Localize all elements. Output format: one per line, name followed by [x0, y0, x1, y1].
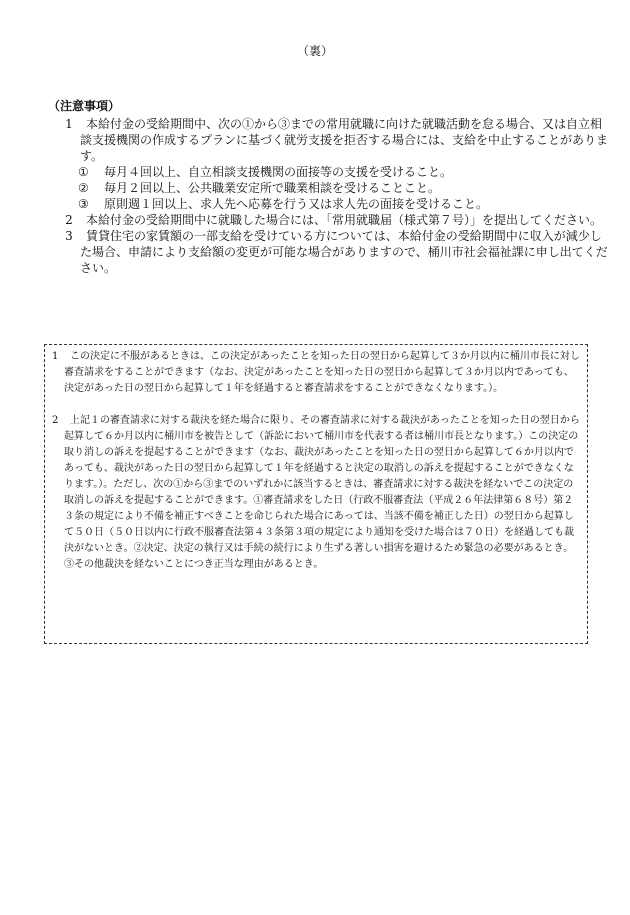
page-side-label: （裏） [296, 44, 333, 58]
appeal-text: この決定に不服があるときは、この決定があったことを知った日の翌日から起算して３か月以内に桶川市長に対し審査請求をすることができます（なお、決定があったことを知った日の翌日から起算して３か月以内であっても、決定があった日の翌日から起算して１年を経過すると審査請求をすることができなくなります。）。 [64, 351, 580, 394]
sub-item-mark: ① [78, 165, 89, 179]
appeal-number: 1 [52, 351, 59, 362]
notes-title: （注意事項） [48, 99, 121, 113]
note-number: 3 [65, 229, 73, 243]
notes-section [48, 98, 608, 276]
sub-item-mark: ② [78, 181, 89, 195]
sub-item-3 [78, 196, 608, 212]
sub-item-text: 原則週１回以上、求人先へ応募を行う又は求人先の面接を受けること。 [104, 197, 489, 211]
sub-item-2 [78, 180, 608, 196]
note-item-2 [58, 212, 608, 228]
appeal-item-2 [52, 413, 582, 573]
note-item-1 [58, 116, 608, 164]
sub-item-1 [78, 164, 608, 180]
appeal-item-1 [52, 349, 582, 397]
note-text: 賃貸住宅の家賃額の一部支給を受けている方については、本給付金の受給期間中に収入が減少した場合、申請により支給額の変更が可能な場合がありますので、桶川市社会福祉課に申し出てください。 [80, 229, 608, 275]
appeal-text: 上記１の審査請求に対する裁決を経た場合に限り、その審査請求に対する裁決があったことを知った日の翌日から起算して６か月以内に桶川市を被告として（訴訟において桶川市を代表する者は桶川市長となります。）この決定の取り消しの訴えを提起することができます（なお、裁決があったことを知った日の翌日から起算して６か月以内であっても、裁決があった日の翌日から起算して１年を経過すると決定の取消しの訴えを提起することができなくなります。）。ただし、次の①から③までのいずれかに該当するときは、審査請求に対する裁決を経ないでこの決定の取消しの訴えを提起することができます。①審査請求をした日（行政不服審査法（平成２６年法律第６８号）第２３条の規定により不備を補正すべきことを命じられた場合にあっては、当該不備を補正した日）の翌日から起算して５０日（５０日以内に行政不服審査法第４３条第３項の規定により通知を受けた場合は７０日）を経過しても裁決がないとき。②決定、決定の執行又は手続の続行により生ずる著しい損害を避けるため緊急の必要があるとき。③その他裁決を経ないことにつき正当な理由があるとき。 [64, 415, 580, 570]
appeal-notice-box [44, 344, 588, 644]
note-item-3 [58, 228, 608, 276]
appeal-number: 2 [52, 415, 59, 426]
sub-item-mark: ③ [78, 197, 89, 211]
sub-item-text: 毎月２回以上、公共職業安定所で職業相談を受けることこと。 [104, 181, 441, 195]
note-text: 本給付金の受給期間中に就職した場合には、「常用就職届（様式第７号）」を提出してください。 [86, 213, 603, 227]
note-number: 2 [65, 213, 73, 227]
note-number: 1 [65, 117, 73, 131]
note-text: 本給付金の受給期間中、次の①から③までの常用就職に向けた就職活動を怠る場合、又は自立相談支援機関の作成するプランに基づく就労支援を拒否する場合には、支給を中止することがあります。 [80, 117, 609, 163]
sub-item-text: 毎月４回以上、自立相談支援機関の面接等の支援を受けること。 [104, 165, 453, 179]
note-1-sublist [78, 164, 608, 212]
